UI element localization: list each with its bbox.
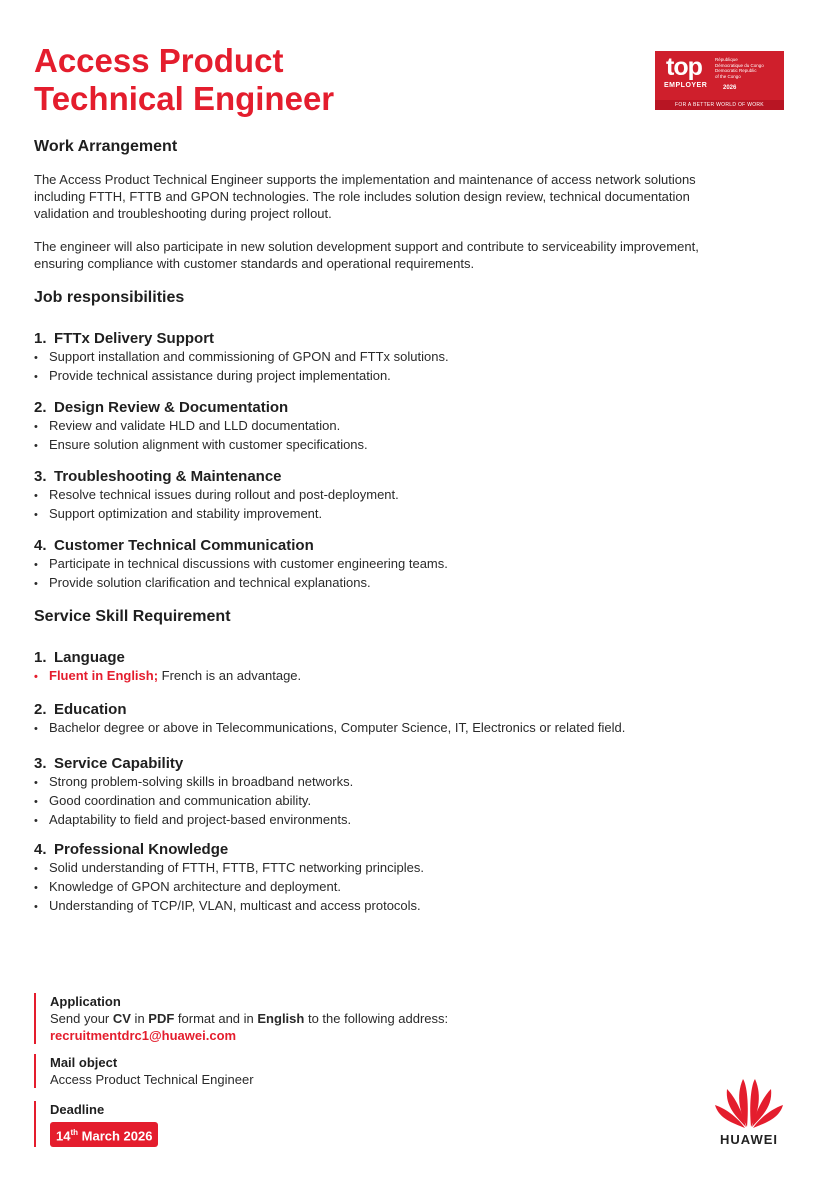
app-bold-english: English [257, 1011, 305, 1026]
deadline-block [34, 1101, 650, 1147]
responsibility-title-text: Troubleshooting & Maintenance [54, 468, 282, 485]
bullet-text: Bachelor degree or above in Telecommunications, Computer Science, IT, Electronics or related field. [49, 720, 626, 735]
bullet-item [34, 574, 774, 593]
bullet-item [34, 486, 774, 505]
badge-country [715, 57, 779, 79]
responsibility-title-text: Design Review & Documentation [54, 399, 289, 416]
responsibility-title [34, 398, 774, 417]
bullet-icon: • [34, 421, 38, 433]
bullet-icon: • [34, 352, 38, 364]
bullet-text: Solid understanding of FTTH, FTTB, FTTC networking principles. [49, 860, 424, 875]
bullet-icon: • [34, 490, 38, 502]
skill-title [34, 648, 774, 667]
app-text: in [130, 1011, 149, 1026]
skill-title-text: Education [54, 701, 127, 718]
skill-title [34, 700, 774, 719]
language-highlight: Fluent in English; [49, 668, 159, 683]
item-number: 3. [34, 755, 47, 772]
bullet-icon: • [34, 578, 38, 590]
item-number: 4. [34, 841, 47, 858]
bullet-text: Provide technical assistance during project implementation. [49, 368, 391, 383]
skill-group-language [34, 648, 774, 686]
bullet-icon: • [34, 815, 38, 827]
job-title-line2: Technical Engineer [34, 80, 335, 117]
deadline-suffix: th [70, 1128, 79, 1137]
bullet-text: Provide solution clarification and technical explanations. [49, 575, 371, 590]
application-instructions [50, 1010, 650, 1027]
app-bold-cv: CV [112, 1011, 131, 1026]
skill-group [34, 700, 774, 738]
bullet-item [34, 878, 774, 897]
badge-country-line: of the Congo [715, 73, 741, 79]
bullet-icon: • [34, 371, 38, 383]
bullet-text: Ensure solution alignment with customer specifications. [49, 437, 368, 452]
bullet-item [34, 348, 774, 367]
bullet-item [34, 859, 774, 878]
badge-employer-text: EMPLOYER [664, 82, 708, 89]
app-text: to the following address: [304, 1011, 449, 1026]
skill-title-text: Service Capability [54, 755, 184, 772]
job-title-line1: Access Product [34, 42, 284, 79]
responsibility-title-text: FTTx Delivery Support [54, 330, 215, 347]
item-number: 4. [34, 537, 47, 554]
badge-tagline: FOR A BETTER WORLD OF WORK [655, 100, 784, 110]
skill-group [34, 840, 774, 916]
bullet-icon: • [34, 777, 38, 789]
huawei-flower-icon [713, 1075, 785, 1131]
bullet-icon: • [34, 723, 38, 735]
item-number: 1. [34, 649, 47, 666]
bullet-text: Participate in technical discussions with customer engineering teams. [49, 556, 448, 571]
skill-title [34, 840, 774, 859]
responsibility-group [34, 329, 774, 386]
responsibility-group [34, 398, 774, 455]
bullet-text: Strong problem-solving skills in broadband networks. [49, 774, 354, 789]
job-title [34, 42, 334, 118]
bullet-item [34, 555, 774, 574]
responsibility-title [34, 329, 774, 348]
item-number: 2. [34, 701, 47, 718]
responsibility-group [34, 536, 774, 593]
bullet-item [34, 897, 774, 916]
responsibility-title [34, 536, 774, 555]
deadline-date-badge [50, 1122, 158, 1147]
mail-object-text: Access Product Technical Engineer [50, 1072, 254, 1087]
job-responsibilities-heading: Job responsibilities [34, 289, 185, 306]
huawei-logo-text: HUAWEI [720, 1132, 778, 1147]
app-bold-pdf: PDF [148, 1011, 175, 1026]
bullet-item [34, 792, 774, 811]
bullet-item [34, 367, 774, 386]
bullet-icon: • [34, 796, 38, 808]
bullet-text: Adaptability to field and project-based environments. [49, 812, 352, 827]
responsibility-title [34, 467, 774, 486]
deadline-month-year: March 2026 [78, 1128, 153, 1144]
responsibility-group [34, 467, 774, 524]
application-email-link[interactable]: recruitmentdrc1@huawei.com [50, 1028, 237, 1043]
bullet-text: Good coordination and communication ability. [49, 793, 312, 808]
language-rest: French is an advantage. [158, 668, 302, 683]
bullet-text: Understanding of TCP/IP, VLAN, multicast and access protocols. [49, 898, 421, 913]
bullet-icon: • [34, 440, 38, 452]
work-arrangement-paragraph-2: The engineer will also participate in new solution development support and contribute to serviceability improvement, ensuring compliance with customer standards and operational requirements. [34, 239, 699, 271]
bullet-icon: • [34, 559, 38, 571]
skill-title [34, 754, 774, 773]
skill-group [34, 754, 774, 830]
bullet-text: Support installation and commissioning of GPON and FTTx solutions. [49, 349, 449, 364]
service-skill-heading: Service Skill Requirement [34, 608, 231, 625]
badge-country-line: Démocratique du Congo [715, 62, 764, 68]
badge-country-line: République [715, 57, 738, 62]
work-arrangement-heading: Work Arrangement [34, 138, 178, 155]
application-block [34, 993, 650, 1044]
bullet-item [34, 667, 774, 686]
deadline-day: 14 [56, 1128, 71, 1144]
item-number: 2. [34, 399, 47, 416]
item-number: 3. [34, 468, 47, 485]
badge-country-line: Democratic Republic [715, 68, 757, 73]
bullet-item [34, 417, 774, 436]
bullet-text: Resolve technical issues during rollout and post-deployment. [49, 487, 399, 502]
responsibility-title-text: Customer Technical Communication [54, 537, 314, 554]
bullet-icon: • [34, 901, 38, 913]
bullet-icon: • [34, 882, 38, 894]
bullet-item [34, 719, 774, 738]
huawei-logo [713, 1075, 785, 1155]
bullet-item [34, 773, 774, 792]
badge-year: 2026 [723, 85, 737, 91]
bullet-text: Knowledge of GPON architecture and deployment. [49, 879, 341, 894]
bullet-item [34, 436, 774, 455]
bullet-item [34, 811, 774, 830]
bullet-text: Review and validate HLD and LLD documentation. [49, 418, 341, 433]
bullet-item [34, 505, 774, 524]
application-heading: Application [50, 994, 121, 1009]
badge-top-text: top [666, 53, 702, 81]
work-arrangement-paragraph-1: The Access Product Technical Engineer supports the implementation and maintenance of access network solutions including FTTH, FTTB and GPON technologies. The role includes solution design review, technical documentation validation and troubleshooting during project rollout. [34, 172, 696, 221]
deadline-heading: Deadline [50, 1102, 105, 1117]
bullet-icon: • [34, 509, 38, 521]
mail-object-block [34, 1054, 650, 1088]
app-text: Send your [50, 1011, 113, 1026]
skill-title-text: Language [54, 649, 125, 666]
top-employer-badge [655, 51, 784, 110]
bullet-icon: • [34, 671, 38, 683]
item-number: 1. [34, 330, 47, 347]
mail-object-heading: Mail object [50, 1055, 118, 1070]
skill-title-text: Professional Knowledge [54, 841, 229, 858]
bullet-text: Support optimization and stability improvement. [49, 506, 323, 521]
bullet-icon: • [34, 863, 38, 875]
app-text: format and in [174, 1011, 258, 1026]
